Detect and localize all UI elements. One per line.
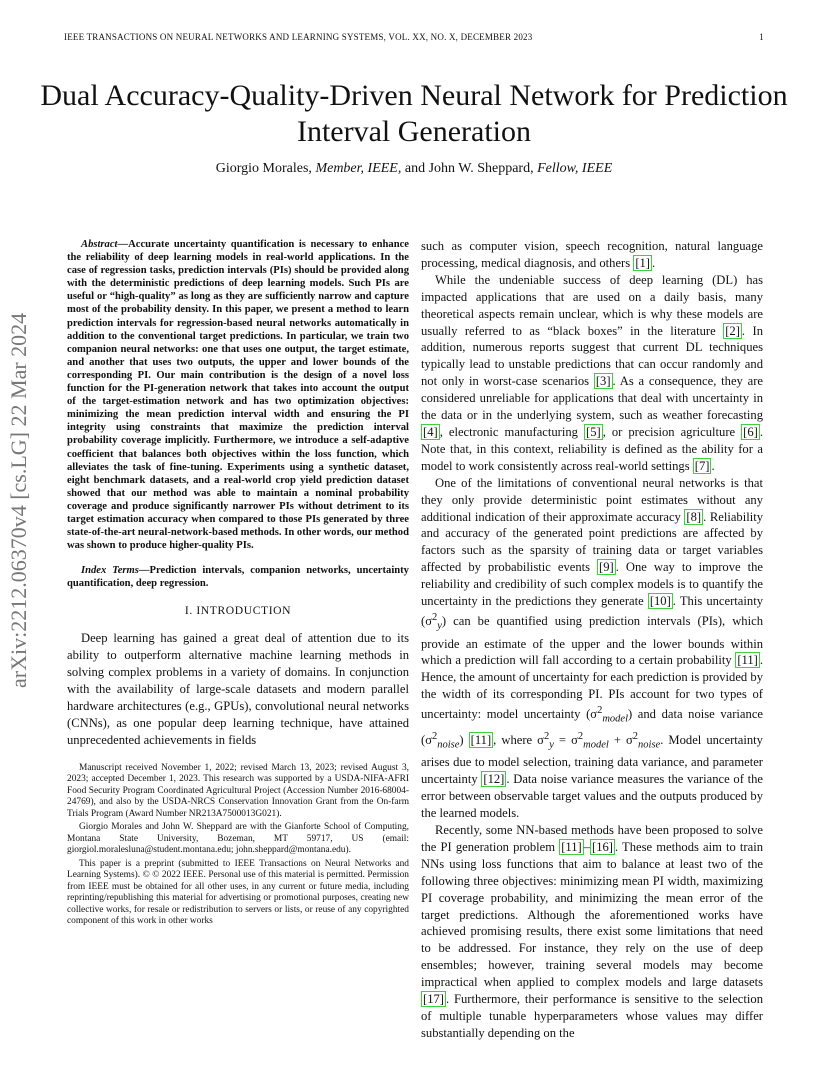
paragraph: One of the limitations of conventional neural networks is that they only provide deterministic point estimates without any additional indication of their approximate accuracy [8] . Reliability and accuracy of the generated point predictions are affected by factors such as the sparsity of training data or target variables affected by probabilistic events [9] . One way to improve the reliability and credibility of such complex models is to quantify the uncertainty in the predictions they generate [10] . This uncertainty $(\sigma^2_y)$ can be quantified using prediction intervals (PIs), which provide an estimate of the upper and the lower bounds within which a prediction will fall according to a certain probability [11] . Hence, the amount of uncertainty for each prediction is provided by the width of its corresponding PI. PIs account for two types of uncertainty: model uncertainty $(\sigma^2_{model})$ and data noise variance $(\sigma^2_{noise})$ [11] , where $\sigma^2_y = \sigma^2_{model} + \sigma^2_{noise}$. Model uncertainty arises due to model selection, training data variance, and parameter uncertainty [12] . Data noise variance measures the variance of the error between observable target values and the outputs produced by the learned models.	[421, 475, 764, 821]
index-terms-text: —Prediction intervals, companion networks, uncertainty quantification, deep regression.	[67, 565, 409, 590]
author-2: and John W. Sheppard,	[404, 161, 534, 176]
citation-link[interactable]: [4]	[423, 424, 438, 439]
citation-link[interactable]: [16]	[592, 839, 613, 854]
paragraph: Recently, some NN-based methods have been proposed to solve the PI generation problem [11] – [16] . These methods aim to train NNs using loss functions that aim to balance at least two of the following three objectives: minimizing mean PI width, maximizing PI coverage probability, and minimizing the mean error of the target predictions. Although the aforementioned works have achieved promising results, there exist some limitations that need to be addressed. For instance, they rely on the use of deep ensembles; however, training several models may become impractical when applied to complex models and large datasets [17] . Furthermore, their performance is sensitive to the selection of multiple tunable hyperparameters whose values may differ substantially depending on the	[421, 823, 764, 1040]
citation-link[interactable]: [9]	[599, 560, 614, 575]
citation-link[interactable]: [1]	[635, 255, 650, 270]
left-column	[67, 238, 409, 930]
citation-link[interactable]: [17]	[423, 992, 444, 1007]
author-1-role: Member, IEEE,	[315, 161, 402, 176]
arxiv-sidebar	[6, 312, 36, 688]
citation-link[interactable]: [10]	[649, 594, 671, 609]
author-1: Giorgio Morales,	[215, 161, 312, 176]
citation-link[interactable]: [5]	[586, 424, 601, 439]
citation-link[interactable]: [11]	[561, 839, 582, 854]
footnote-manuscript: Manuscript received November 1, 2022; revised March 13, 2023; revised August 3, 2023; accepted December 1, 2023. This research was supported by a USDA-NIFA-AFRI Food Security Program Coordinated Agricultural Project (Accession Number 2016-68004-24769), and also by the USDA-NRCS Conservation Innovation Grant from the On-farm Trials Program (Award Number NR213A7500013G021).	[67, 762, 409, 819]
citation-link[interactable]: [6]	[743, 424, 758, 439]
section-heading: I. INTRODUCTION	[184, 604, 292, 618]
journal-name: IEEE TRANSACTIONS ON NEURAL NETWORKS AND LEARNING SYSTEMS, VOL. XX, NO. X, DECEMBER 2023	[64, 32, 533, 42]
running-header	[64, 32, 764, 42]
right-column	[421, 238, 763, 1042]
citation-link[interactable]: [12]	[483, 772, 505, 787]
citation-link[interactable]: [11]	[737, 653, 758, 668]
intro-paragraph: Deep learning has gained a great deal of attention due to its ability to outperform alternative machine learning methods in solving complex problems in a variety of domains. In conjunction with the availability of large-scale datasets and modern parallel hardware architectures (e.g., GPUs), convolutional neural networks (CNNs), as one popular deep learning technique, have attained unprecedented achievements in fields	[67, 631, 409, 747]
paragraph: While the undeniable success of deep learning (DL) has impacted applications that are used on a daily basis, many theoretical aspects remain unclear, which is why these models are usually referred to as “black boxes” in the literature [2] . In addition, numerous reports suggest that current DL techniques typically lead to unstable predictions that can occur randomly and not only in worst-case scenarios [3] . As a consequence, they are considered unreliable for applications that deal with uncertainty in the data or in the underlying system, such as weather forecasting [4] , electronic manufacturing [5] , or precision agriculture [6] . Note that, in this context, reliability is defined as the ability for a model to work consistently across real-world settings [7] .	[421, 272, 763, 473]
index-terms-label: Index Terms	[81, 565, 139, 577]
author-2-role: Fellow, IEEE	[537, 161, 613, 176]
footnote-affiliation: Giorgio Morales and John W. Sheppard are with the Gianforte School of Computing, Montana State University, Bozeman, MT 59717, US (email: giorgiol.moralesluna@student.montana.edu; john.sheppard@montana.edu).	[67, 822, 409, 856]
arxiv-identifier: arXiv:2212.06370v4 [cs.LG] 22 Mar 2024	[6, 312, 31, 688]
page-number: 1	[759, 32, 764, 42]
citation-link[interactable]: [11]	[470, 732, 492, 747]
paragraph-continued: such as computer vision, speech recognition, natural language processing, medical diagnosis, and others [1] .	[421, 239, 763, 270]
abstract-label: Abstract	[81, 239, 118, 250]
citation-link[interactable]: [8]	[686, 509, 702, 524]
author-line	[60, 161, 768, 177]
footnote-copyright: This paper is a preprint (submitted to IEEE Transactions on Neural Networks and Learning Systems). © © 2022 IEEE. Personal use of this material is permitted. Permission from IEEE must be obtained for all other uses, in any current or future media, including reprinting/republishing this material for advertising or promotional purposes, creating new collective works, for resale or redistribution to servers or lists, or reuse of any copyrighted component of this work in other works	[67, 858, 409, 927]
paper-title: Dual Accuracy-Quality-Driven Neural Network for Prediction Interval Generation	[40, 79, 788, 148]
footnotes	[67, 763, 409, 928]
citation-link[interactable]: [7]	[694, 458, 710, 473]
citation-link[interactable]: [3]	[595, 374, 611, 389]
citation-link[interactable]: [2]	[725, 323, 740, 338]
abstract-text: —Accurate uncertainty quantification is necessary to enhance the reliability of deep learning models in real-world applications. In the case of regression tasks, prediction intervals (PIs) should be provided along with the deterministic predictions of deep learning models. Such PIs are useful or “high-quality” as long as they are sufficiently narrow and capture most of the probability density. In this paper, we present a method to learn prediction intervals for regression-based neural networks automatically in addition to the conventional target predictions. In particular, we train two companion neural networks: one that uses one output, the target estimate, and another that uses two outputs, the upper and lower bounds of the corresponding PI. Our main contribution is the design of a novel loss function for the PI-generation network that takes into account the output of the target-estimation network and has two optimization objectives: minimizing the mean prediction interval width and ensuring the PI integrity using constraints that maximize the prediction interval probability coverage implicitly. Furthermore, we introduce a self-adaptive coefficient that balances both objectives within the loss function, which alleviates the task of fine-tuning. Experiments using a synthetic dataset, eight benchmark datasets, and a real-world crop yield prediction dataset showed that our method was able to maintain a nominal probability coverage and produce significantly narrower PIs without detriment to its target estimation accuracy when compared to those PIs generated by three state-of-the-art neural-network-based methods. In other words, our method was shown to produce higher-quality PIs.	[67, 239, 409, 552]
abstract	[67, 238, 409, 590]
